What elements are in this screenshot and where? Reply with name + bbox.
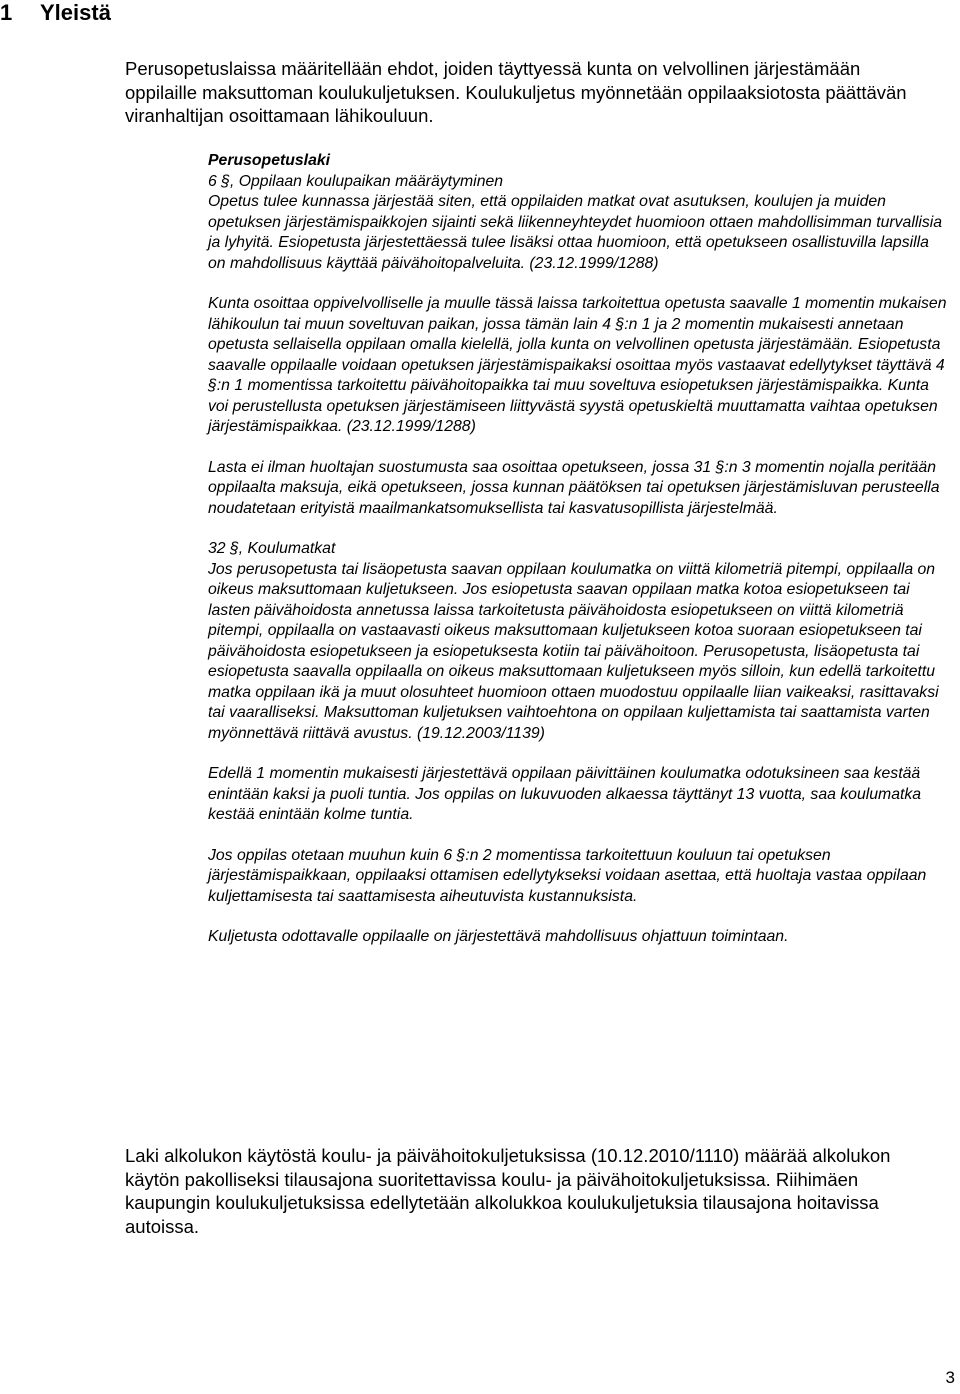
section-6-paragraph-3: Lasta ei ilman huoltajan suostumusta saa osoittaa opetukseen, jossa 31 §:n 3 momentin nojalla peritään oppilaalta maksuja, eikä opetukseen, jossa kunnan päätöksen tai opetuksen järjestämisluvan perusteella noudatetaan erityistä maailmankatsomuksellista tai kasvatusopillista järjestelmää.: [208, 458, 940, 517]
section-number: 1: [0, 0, 13, 25]
section-32-paragraph-1: Jos perusopetusta tai lisäopetusta saavan oppilaan koulumatka on viittä kilometriä pitempi, oppilaalla on oikeus maksuttomaan kuljetukseen. Jos esiopetusta saavan oppilaan matka kotoa esiopetukseen tai lasten päivähoidosta annetussa laissa tarkoitetusta päivähoidosta esiopetukseen on viittä kilometriä pitempi, oppilaalla on vastaavasti oikeus maksuttomaan kuljetukseen kotoa suoraan esiopetukseen tai päivähoidosta esiopetukseen ja esiopetuksesta kotiin tai päivähoitoon. Perusopetusta, lisäopetusta tai esiopetusta saavalla oppilaalla on oikeus maksuttomaan kuljetukseen myös silloin, kun edellä tarkoitettu matka oppilaan ikä ja muut olosuhteet huomioon ottaen muodostuu oppilaalle liian vaikeaksi, rasittavaksi tai vaaralliseksi. Maksuttoman kuljetuksen vaihtoehtona on oppilaan kuljettamista tai saattamista varten myönnettävä riittävä avustus. (19.12.2003/1139): [208, 560, 939, 742]
law-quotation: [208, 151, 948, 948]
section-32-paragraph-4: Kuljetusta odottavalle oppilaalle on järjestettävä mahdollisuus ohjattuun toimintaan.: [208, 928, 789, 945]
section-32-heading: 32 §, Koulumatkat: [208, 540, 336, 557]
section-32-paragraph-2: Edellä 1 momentin mukaisesti järjestettävä oppilaan päivittäinen koulumatka odotuksineen saa kestää enintään kaksi ja puoli tuntia. Jos oppilas on lukuvuoden alkaessa täyttänyt 13 vuotta, saa koulumatka kestää enintään kolme tuntia.: [208, 765, 922, 823]
law-title: Perusopetuslaki: [208, 152, 331, 169]
section-6-paragraph-1: Opetus tulee kunnassa järjestää siten, että oppilaiden matkat ovat asutuksen, koulujen ja muiden opetuksen järjestämispaikkojen sijainti sekä liikenneyhteydet huomioon ottaen mahdollisimman turvallisia ja lyhyitä. Esiopetusta järjestettäessä tulee lisäksi ottaa huomioon, että opetukseen osallistuvilla lapsilla on mahdollisuus käyttää päivähoitopalveluita. (23.12.1999/1288): [208, 193, 943, 272]
section-6-heading: 6 §, Oppilaan koulupaikan määräytyminen: [208, 172, 504, 190]
section-heading: [0, 0, 111, 26]
intro-paragraph: Perusopetuslaissa määritellään ehdot, joiden täyttyessä kunta on velvollinen järjestämään oppilaille maksuttoman koulukuljetuksen. Koulukuljetus myönnetään oppilaaksiotosta päättävän viranhaltijan osoittamaan lähikouluun.: [125, 58, 907, 126]
section-title: Yleistä: [40, 0, 111, 25]
section-6-paragraph-2: Kunta osoittaa oppivelvolliselle ja muulle tässä laissa tarkoitettua opetusta saavalle 1 momentin mukaisen lähikoulun tai muun soveltuvan paikan, jossa tämän lain 4 §:n 1 ja 2 momentin mukaisesti annetaan opetusta sellaisella oppilaan omalla kielellä, jolla kunta on velvollinen opetusta järjestämään. Esiopetusta saavalle oppilaalle voidaan opetuksen järjestämispaikaksi osoittaa myös vastaavat edellytykset täyttävä 4 §:n 1 momentissa tarkoitettu päivähoitopaikka tai muu soveltuva esiopetuksen järjestämispaikka. Kunta voi perustellusta opetuksen järjestämiseen liittyvästä syystä opetuskieltä muuttamatta vaihtaa opetuksen järjestämispaikkaa. (23.12.1999/1288): [208, 295, 947, 435]
page-number: 3: [945, 1368, 955, 1387]
closing-paragraph: Laki alkolukon käytöstä koulu- ja päivähoitokuljetuksissa (10.12.2010/1110) määrää alkolukon käytön pakolliseksi tilausajona suoritettavissa koulu- ja päivähoitokuljetuksissa. Riihimäen kaupungin koulukuljetuksissa edellytetään alkolukkoa koulukuljetuksia tilausajona hoitavissa autoissa.: [125, 1145, 891, 1237]
section-32-paragraph-3: Jos oppilas otetaan muuhun kuin 6 §:n 2 momentissa tarkoitettuun kouluun tai opetuksen järjestämispaikkaan, oppilaaksi ottamisen edellytykseksi voidaan asettaa, että huoltaja vastaa oppilaan kuljettamisesta tai saattamisesta aiheutuvista kustannuksista.: [208, 846, 927, 905]
